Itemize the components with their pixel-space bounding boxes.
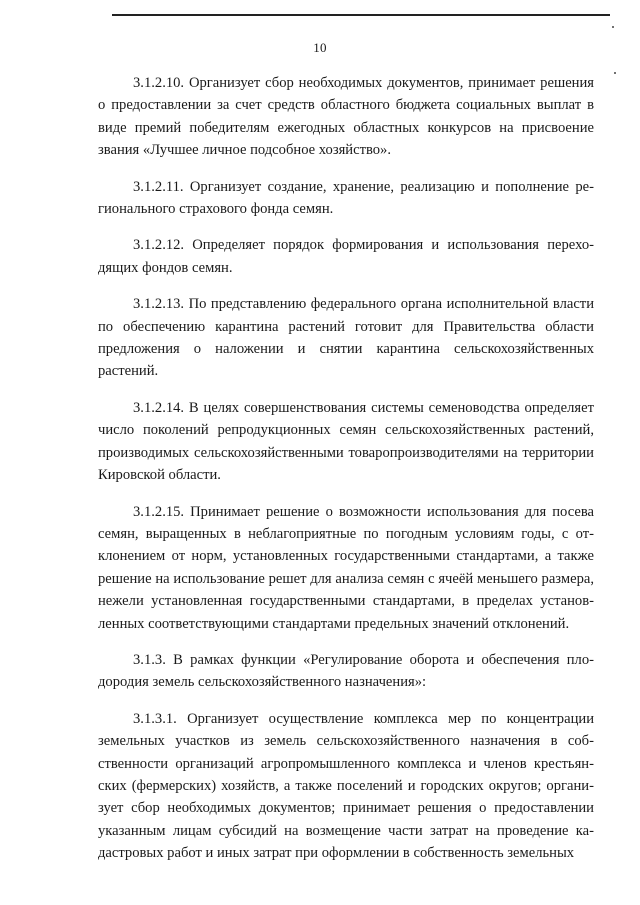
paragraph-3-1-2-10: 3.1.2.10. Организует сбор необходимых документов, принимает решения о предоставлении за счет средств областного бюджета социальных выплат в виде премий победителям ежегодных областных конкурсов на присвоение звания «Лучшее личное подсобное хозяйство». [98, 75, 594, 159]
paragraph-3-1-2-14: 3.1.2.14. В целях совершенствования системы семеноводства определяет число поколений репродукционных семян сельскохозяйственных растений, производимых сельскохозяйственными товаропроизводителями на территории Кировской области. [98, 399, 594, 484]
scan-mark [612, 26, 614, 28]
paragraph-3-1-2-12: 3.1.2.12. Определяет порядок формирования и использования переходящих фондов семян. [98, 237, 594, 276]
paragraph-3-1-2-13: 3.1.2.13. По представлению федерального органа исполнительной власти по обеспечению карантина растений готовит для Правительства области предложения о наложении и снятии карантина сельскохозяйственных растений. [98, 296, 594, 380]
paragraph-3-1-3-1: 3.1.3.1. Организует осуществление комплекса мер по концентрации земельных участков из земель сельскохозяйственного назначения в собственности организаций агропромышленного комплекса и членов крестьянских (фермерских) хозяйств, а также поселений и городских округов; организует сбор необходимых документов; принимает решения о предоставлении указанным лицам субсидий на возмещение части затрат на проведение кадастровых работ и иных затрат при оформлении в собственность земельных [98, 710, 594, 862]
document-body [98, 72, 594, 879]
paragraph-3-1-3: 3.1.3. В рамках функции «Регулирование оборота и обеспечения плодородия земель сельскохозяйственного назначения»: [98, 651, 594, 691]
top-rule [112, 14, 610, 16]
paragraph-3-1-2-15: 3.1.2.15. Принимает решение о возможности использования для посева семян, выращенных в неблагоприятные по погодным условиям годы, с отклонением от норм, установленных государственными стандартами, а также решение на использование решет для анализа семян с ячеёй меньшего размера, нежели установленная государственными стандартами, в пределах установленных соответствующими стандартами предельных значений отклонений. [98, 503, 594, 632]
page-number: 10 [313, 40, 327, 55]
scan-mark [614, 72, 616, 74]
paragraph-3-1-2-11: 3.1.2.11. Организует создание, хранение, реализацию и пополнение регионального страхового фонда семян. [98, 178, 594, 218]
